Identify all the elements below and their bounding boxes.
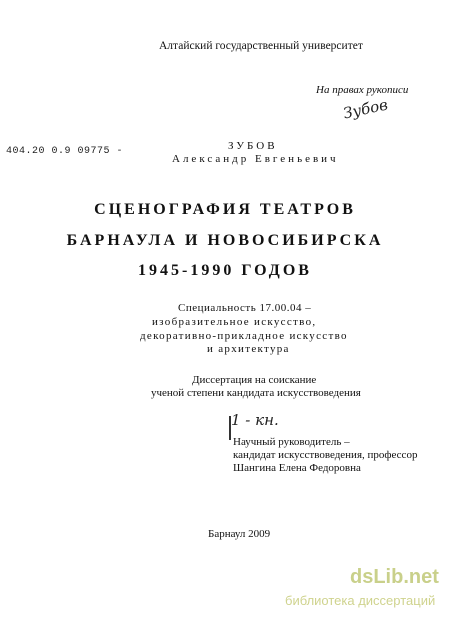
author-name: Александр Евгеньевич bbox=[172, 153, 339, 165]
archive-stamp: 404.20 0.9 09775 - bbox=[6, 146, 124, 157]
specialty-line-1: Специальность 17.00.04 – bbox=[178, 302, 312, 314]
dissertation-line-2: ученой степени кандидата искусствоведения bbox=[151, 387, 361, 399]
title-line-3: 1945-1990 ГОДОВ bbox=[138, 262, 312, 279]
specialty-line-4: и архитектура bbox=[207, 343, 290, 355]
author-surname: ЗУБОВ bbox=[228, 140, 278, 152]
handwritten-copy-note: 1 - кн. bbox=[231, 411, 279, 429]
university-name: Алтайский государственный университет bbox=[159, 40, 363, 52]
supervisor-line-3: Шангина Елена Федоровна bbox=[233, 462, 361, 474]
supervisor-line-2: кандидат искусствоведения, профессор bbox=[233, 449, 418, 461]
watermark-logo: dsLib.net bbox=[350, 566, 439, 588]
title-line-1: СЦЕНОГРАФИЯ ТЕАТРОВ bbox=[94, 201, 356, 218]
title-line-2: БАРНАУЛА И НОВОСИБИРСКА bbox=[66, 232, 384, 249]
specialty-line-2: изобразительное искусство, bbox=[152, 316, 317, 328]
city-year: Барнаул 2009 bbox=[208, 528, 271, 540]
manuscript-rights-note: На правах рукописи bbox=[316, 84, 409, 96]
specialty-line-3: декоративно-прикладное искусство bbox=[140, 330, 348, 342]
supervisor-line-1: Научный руководитель – bbox=[233, 436, 350, 448]
watermark-caption: библиотека диссертаций bbox=[285, 593, 436, 608]
dissertation-line-1: Диссертация на соискание bbox=[192, 374, 317, 386]
handwritten-signature: Зубов bbox=[341, 95, 390, 123]
